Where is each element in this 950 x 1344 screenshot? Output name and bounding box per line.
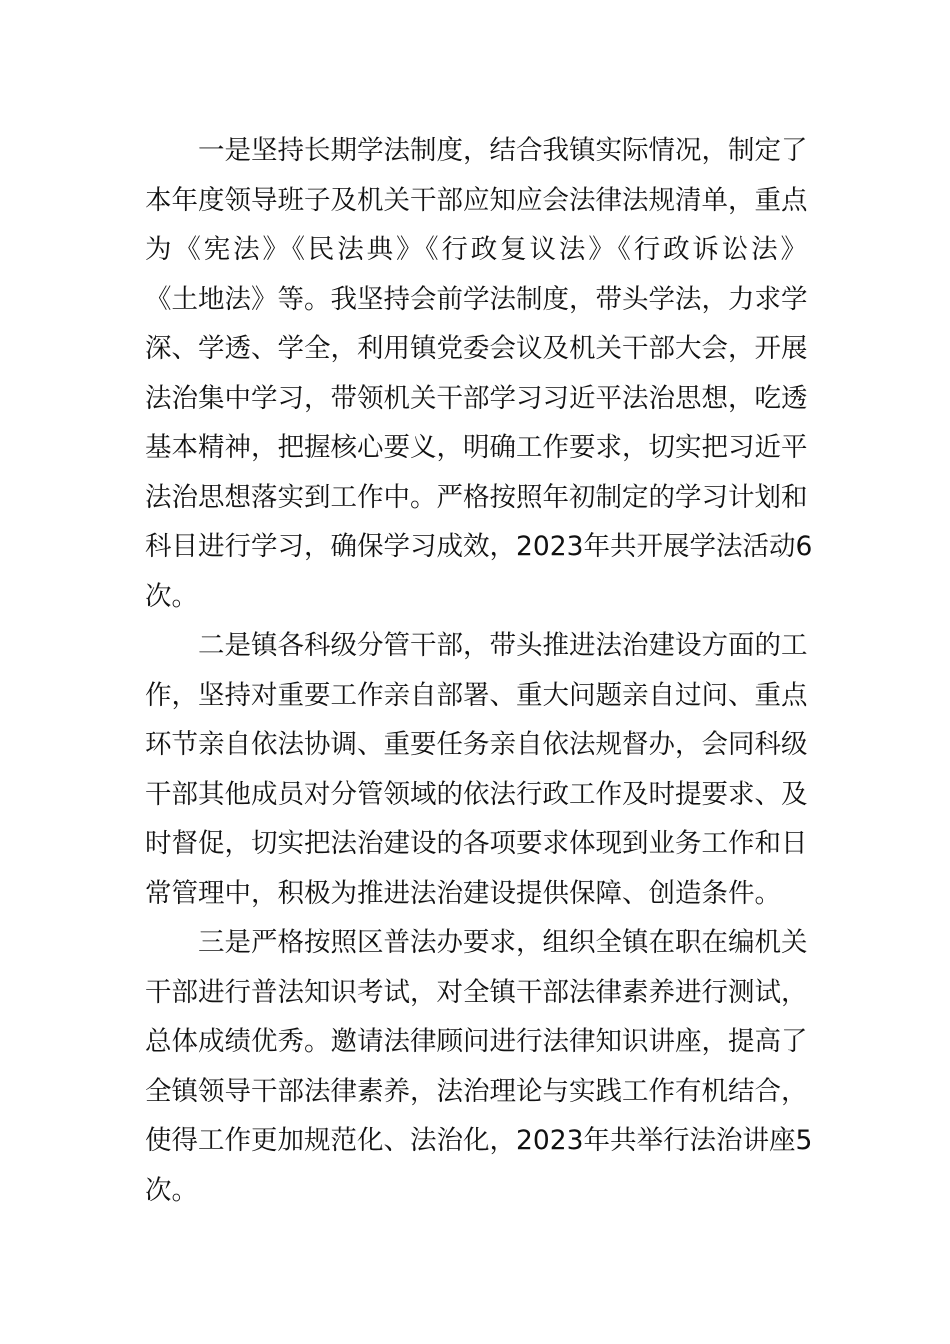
text-line: 使得工作更加规范化、法治化，2023年共举行法治讲座5: [145, 1125, 813, 1156]
document-body: [145, 126, 813, 1215]
text-line: 环节亲自依法协调、重要任务亲自依法规督办，会同科级: [145, 729, 808, 760]
text-line: 常管理中，积极为推进法治建设提供保障、创造条件。: [145, 877, 781, 909]
paragraph-2: [145, 621, 807, 918]
text-line: 深、学透、学全，利用镇党委会议及机关干部大会，开展: [145, 333, 808, 364]
text-line: 作，坚持对重要工作亲自部署、重大问题亲自过问、重点: [145, 679, 808, 711]
text-line: 本年度领导班子及机关干部应知应会法律法规清单，重点: [145, 184, 808, 216]
text-line: 法治思想落实到工作中。严格按照年初制定的学习计划和: [145, 481, 808, 513]
text-line: 法治集中学习，带领机关干部学习习近平法治思想，吃透: [145, 382, 808, 414]
text-line: 基本精神，把握核心要义，明确工作要求，切实把习近平: [145, 432, 808, 463]
text-line: 科目进行学习，确保学习成效，2023年共开展学法活动6: [145, 531, 813, 562]
text-line: 时督促，切实把法治建设的各项要求体现到业务工作和日: [145, 828, 808, 859]
paragraph-1: [145, 126, 813, 621]
text-line: 一是坚持长期学法制度，结合我镇实际情况，制定了: [198, 135, 808, 166]
text-line: 全镇领导干部法律素养，法治理论与实践工作有机结合，: [145, 1075, 808, 1107]
text-line: 次。: [145, 1174, 198, 1206]
text-line: 干部进行普法知识考试，对全镇干部法律素养进行测试，: [145, 976, 808, 1008]
text-line: 三是严格按照区普法办要求，组织全镇在职在编机关: [198, 927, 808, 958]
text-line: 干部其他成员对分管领域的依法行政工作及时提要求、及: [145, 778, 808, 810]
paragraph-3: [145, 918, 813, 1215]
text-line: 次。: [145, 580, 198, 612]
text-line: 二是镇各科级分管干部，带头推进法治建设方面的工: [198, 630, 808, 661]
text-line: 为《宪法》《民法典》《行政复议法》《行政诉讼法》: [145, 234, 807, 265]
text-line: 总体成绩优秀。邀请法律顾问进行法律知识讲座，提高了: [145, 1026, 808, 1057]
text-line: 《土地法》等。我坚持会前学法制度，带头学法，力求学: [145, 283, 808, 315]
